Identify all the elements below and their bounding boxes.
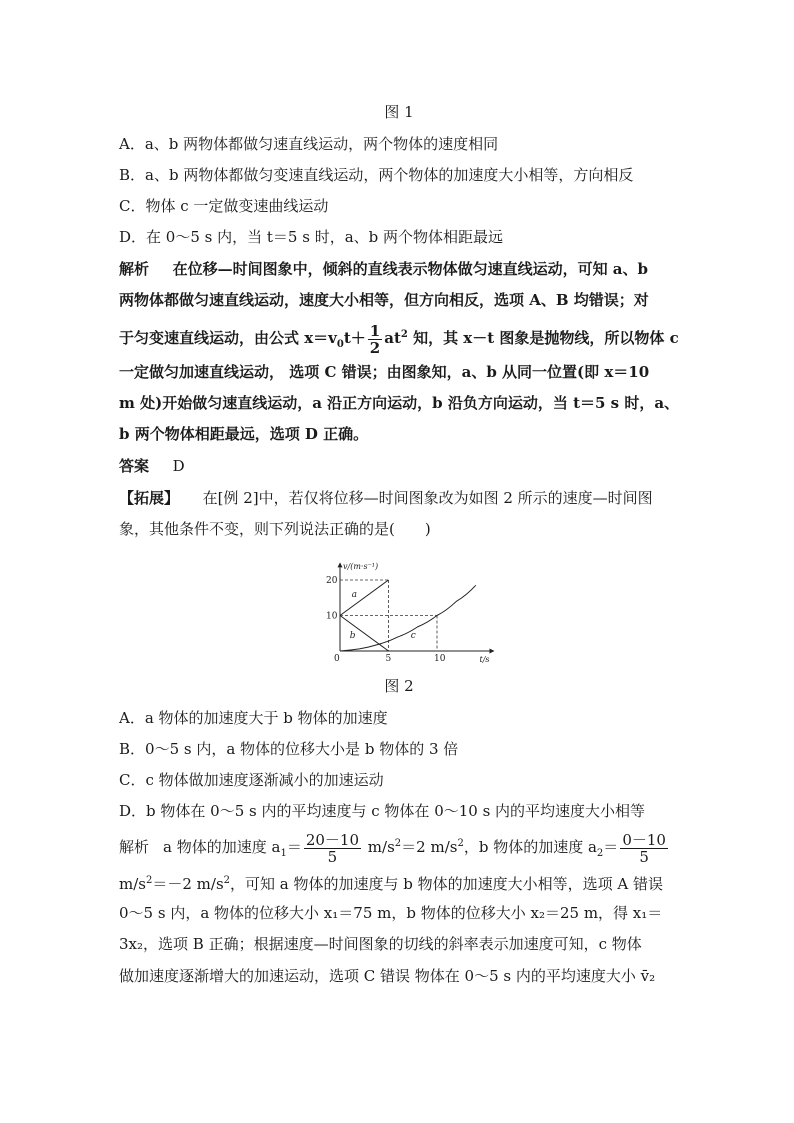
fraction-half: $\frac{1}{2}$ <box>369 321 381 357</box>
answer-line <box>119 456 185 476</box>
y-tick-label-10: 10 <box>326 611 338 622</box>
fraction-a2: $\frac{0-10}{5}$ <box>622 830 666 866</box>
figure-2-chart <box>318 561 490 666</box>
extension-text: 在[例 2]中，若仅将位移—时间图象改为如图 2 所示的速度—时间图 <box>202 489 653 507</box>
series-line-c <box>340 585 476 651</box>
x-axis-arrow <box>490 649 495 654</box>
option-1a: A．a、b 两物体都做匀速直线运动，两个物体的速度相同 <box>119 135 499 153</box>
x-tick-label-0: 0 <box>334 654 340 664</box>
analysis-1-line-4: 一定做匀加速直线运动， 选项 C 错误；由图象知，a、b 从同一位置(即 x＝10 <box>119 363 650 381</box>
analysis-1-line-6: b 两个物体相距最远，选项 D 正确。 <box>119 425 369 443</box>
answer-value: D <box>172 457 185 475</box>
extension-label: 【拓展】 <box>119 489 180 507</box>
series-line-a <box>340 580 389 616</box>
analysis-2-line-5: 做加速度逐渐增大的加速运动，选项 C 错误 物体在 0～5 s 内的平均速度大小 v̄₂ <box>119 967 656 985</box>
analysis-2-label: 解析 <box>119 838 150 856</box>
option-2b: B．0～5 s 内，a 物体的位移大小是 b 物体的 3 倍 <box>119 740 459 758</box>
analysis-2-line-2: $m/s^2=-2$ $m/s^2$，可知 a 物体的加速度与 b 物体的加速度大小相等，选项 A 错误 <box>119 875 664 893</box>
series-line-b <box>340 616 389 652</box>
series-label-c: c <box>410 631 416 642</box>
analysis-1-line-2: 两物体都做匀速直线运动，速度大小相等，但方向相反，选项 A、B 均错误；对 <box>119 291 649 309</box>
option-2a: A．a 物体的加速度大于 b 物体的加速度 <box>119 709 388 727</box>
chart-axes <box>338 562 495 653</box>
extension-line-1 <box>119 488 653 508</box>
x-axis-label: t/s <box>479 655 490 664</box>
extension-line-2: 象，其他条件不变，则下列说法正确的是( ) <box>119 520 431 538</box>
answer-label: 答案 <box>119 457 150 475</box>
fraction-a1: $\frac{20-10}{5}$ <box>305 830 360 866</box>
analysis-1-line-3: 于匀变速直线运动，由公式 $x=v_0t+$ $\frac{1}{2}$ $at^2$ 知，其 x－t 图象是抛物线，所以物体 c <box>119 321 679 357</box>
analysis-1-line-5: m 处)开始做匀速直线运动，a 沿正方向运动，b 沿负方向运动，当 t＝5 s 时，a、 <box>119 394 680 412</box>
analysis-text: 在位移—时间图象中，倾斜的直线表示物体做匀速直线运动，可知 a、b <box>172 260 649 278</box>
y-axis-arrow <box>338 562 343 567</box>
y-axis-label: v/(m·s⁻¹) <box>343 562 379 571</box>
option-2d: D．b 物体在 0～5 s 内的平均速度与 c 物体在 0～10 s 内的平均速度大小相等 <box>119 802 646 820</box>
analysis-2-line-3: 0～5 s 内，a 物体的位移大小 x₁＝75 m，b 物体的位移大小 x₂＝25 m，得 x₁＝ <box>119 904 663 922</box>
analysis-2-line-1: 解析 a 物体的加速度 $a_1=$ $\frac{20-10}{5}$ $m/s^2=2$ $m/s^2$，b 物体的加速度 $a_2=$ $\frac{0-10}{5}$ <box>119 830 666 866</box>
figure-1-caption: 图 1 <box>384 103 414 121</box>
chart-labels <box>326 562 490 664</box>
option-1d: D．在 0～5 s 内，当 t＝5 s 时，a、b 两个物体相距最远 <box>119 228 504 246</box>
analysis-2-line-4: 3x₂，选项 B 正确；根据速度—时间图象的切线的斜率表示加速度可知，c 物体 <box>119 935 642 953</box>
x-tick-label-5: 5 <box>385 654 392 664</box>
analysis-1-line-1 <box>119 259 648 279</box>
x-tick-label-10: 10 <box>434 654 446 664</box>
option-2c: C．c 物体做加速度逐渐减小的加速运动 <box>119 771 384 789</box>
option-1c: C．物体 c 一定做变速曲线运动 <box>119 197 329 215</box>
series-label-a: a <box>351 590 358 601</box>
figure-2-caption: 图 2 <box>384 677 414 695</box>
option-1b: B．a、b 两物体都做匀变速直线运动，两个物体的加速度大小相等，方向相反 <box>119 166 634 184</box>
series-label-b: b <box>349 631 356 642</box>
analysis-label: 解析 <box>119 260 150 278</box>
velocity-time-graph <box>318 561 490 666</box>
y-tick-label-20: 20 <box>326 576 338 586</box>
